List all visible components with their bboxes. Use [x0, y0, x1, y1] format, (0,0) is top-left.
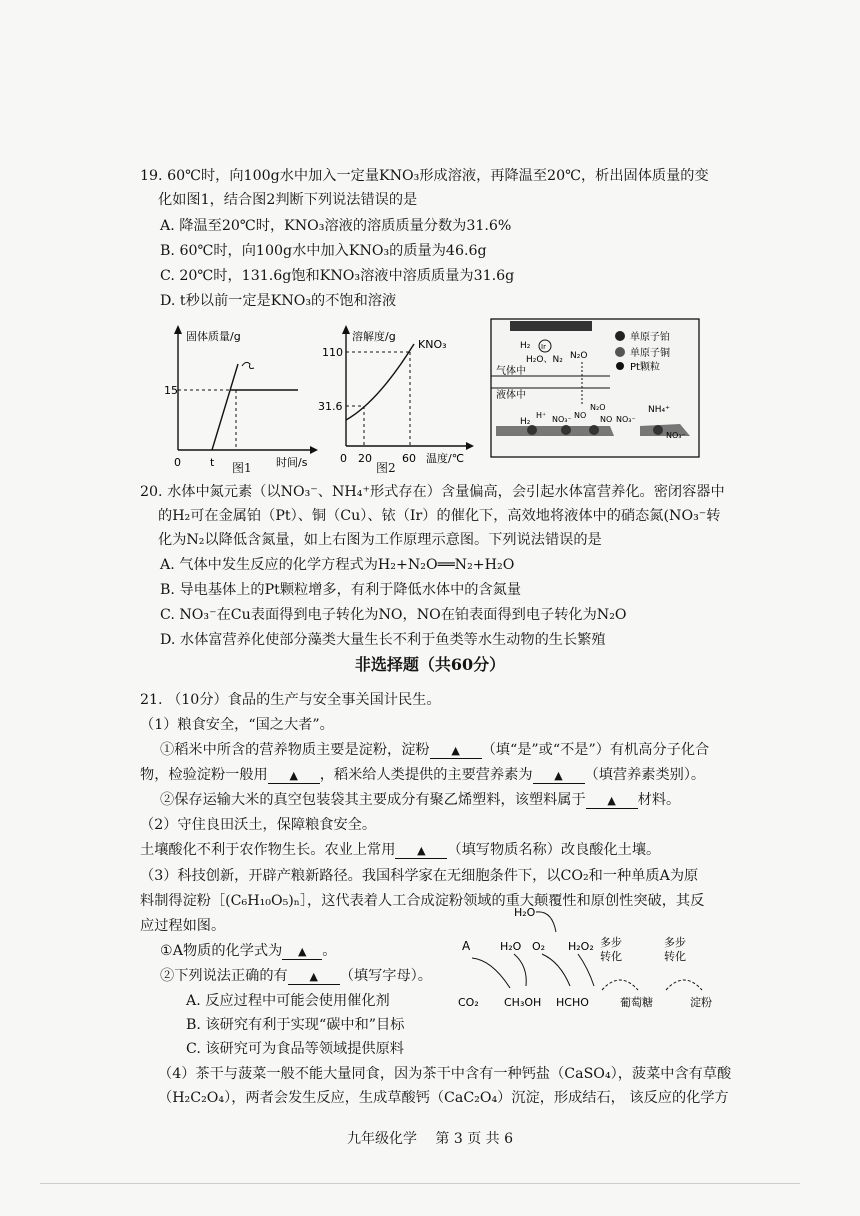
- q21-text: （填写字母）。: [339, 968, 432, 984]
- fig3-liquid-label: 液体中: [496, 390, 526, 401]
- flow-h2o-top: H₂O: [514, 906, 536, 919]
- starch-synthesis-flow-diagram: [452, 898, 732, 1016]
- q21-part3-line3: 应过程如图。: [140, 918, 226, 934]
- q21-text: （填营养素类别）。: [584, 767, 706, 783]
- q19-option-b: B. 60℃时，向100g水中加入KNO₃的质量为46.6g: [160, 243, 487, 259]
- answer-blank[interactable]: ▲: [430, 744, 482, 759]
- fig3-h2-top: H₂: [520, 341, 531, 351]
- q21-part1b: [160, 790, 680, 810]
- q21-part1: （1）粮食安全，“国之大者”。: [140, 717, 334, 733]
- q20-option-b: B. 导电基体上的Pt颗粒增多，有利于降低水体中的含氮量: [160, 582, 522, 598]
- fig3-n2o-b: N₂O: [590, 403, 606, 412]
- q21-text: ，稻米给人类提供的主要营养素为: [319, 767, 533, 783]
- q21-text: 土壤酸化不利于农作物生长。农业上常用: [140, 842, 396, 858]
- flow-hcho: HCHO: [556, 996, 589, 1009]
- fig3-no-b: NO: [600, 415, 613, 424]
- q19-option-a: A. 降温至20℃时，KNO₃溶液的溶质质量分数为31.6%: [160, 218, 512, 234]
- fig3-h2-bottom: H₂: [520, 417, 531, 427]
- fig3-legend-pt-single: 单原子铂: [630, 332, 670, 343]
- q21-text: ②保存运输大米的真空包装袋其主要成分有聚乙烯塑料，该塑料属于: [160, 792, 586, 808]
- answer-blank[interactable]: ▲: [533, 769, 585, 784]
- q21-text: ②下列说法正确的有: [160, 968, 288, 984]
- fig2-x-axis-label: 温度/℃: [426, 452, 465, 465]
- fig2-x-tick-60: 60: [402, 452, 416, 465]
- flow-co2: CO₂: [458, 996, 479, 1009]
- fig1-origin: 0: [174, 456, 181, 469]
- flow-glucose: 葡萄糖: [620, 996, 653, 1009]
- fig2-y-axis-label: 溶解度/g: [352, 330, 396, 343]
- flow-starch: 淀粉: [690, 996, 712, 1009]
- fig3-n2o-top: N₂O: [570, 351, 588, 361]
- section-title: 非选择题（共60分）: [354, 655, 506, 674]
- fig3-legend-pt-particle: Pt颗粒: [630, 362, 660, 373]
- q19-stem-line1: 19. 60℃时，向100g水中加入一定量KNO₃形成溶液，再降温至20℃，析出固体质量的变: [140, 168, 709, 184]
- fig2-x-tick-0: 0: [340, 452, 347, 465]
- fig1-y-tick: 15: [164, 384, 178, 397]
- fig2-y-tick-31-6: 31.6: [318, 400, 343, 413]
- q21-part3-line1: （3）科技创新，开辟产粮新路径。我国科学家在无细胞条件下，以CO₂和一种单质A为原: [140, 868, 699, 884]
- fig3-nh4: NH₄⁺: [648, 405, 670, 415]
- answer-blank[interactable]: ▲: [268, 769, 320, 784]
- q20-option-c: C. NO₃⁻在Cu表面得到电子转化为NO，NO在铂表面得到电子转化为N₂O: [160, 607, 627, 623]
- q21-text: （填写物质名称）改良酸化土壤。: [447, 842, 661, 858]
- q20-option-d: D. 水体富营养化使部分藻类大量生长不利于鱼类等水生动物的生长繁殖: [160, 632, 606, 648]
- q21-part3a: [160, 941, 336, 961]
- figure-3-catalysis-schematic: [490, 318, 700, 458]
- flow-step2: 多步: [664, 936, 686, 949]
- fig3-legend-cu-single: 单原子铜: [630, 348, 670, 359]
- q21-text: ①A物质的化学式为: [160, 943, 283, 959]
- q21-text: （填“是”或“不是”）有机高分子化合: [481, 742, 710, 758]
- fig3-no3-c: NO₃⁻: [666, 431, 686, 440]
- answer-blank[interactable]: ▲: [586, 794, 638, 809]
- fig2-x-tick-20: 20: [358, 452, 372, 465]
- q21-part1a-line1: [160, 740, 709, 760]
- fig1-x-axis-label: 时间/s: [276, 456, 308, 469]
- answer-blank[interactable]: ▲: [395, 844, 447, 859]
- fig3-no: NO: [574, 411, 587, 420]
- q21-part2: （2）守住良田沃土，保障粮食安全。: [140, 817, 377, 833]
- fig3-gas-label: 气体中: [496, 366, 526, 377]
- flow-step1: 多步: [600, 936, 622, 949]
- q19-option-c: C. 20℃时，131.6g饱和KNO₃溶液中溶质质量为31.6g: [160, 268, 515, 284]
- q21-text: 物，检验淀粉一般用: [140, 767, 268, 783]
- fig2-caption: 图2: [376, 461, 396, 475]
- page-bottom-divider: [40, 1183, 800, 1184]
- q21-part3-option-a: A. 反应过程中可能会使用催化剂: [186, 993, 390, 1009]
- q21-text: 。: [322, 943, 337, 959]
- fig2-y-tick-110: 110: [322, 346, 343, 359]
- flow-step2b: 转化: [664, 950, 686, 963]
- q20-stem-line2: 的H₂可在金属铂（Pt）、铜（Cu）、铱（Ir）的催化下，高效地将液体中的硝态氮(NO₃⁻转: [158, 508, 721, 524]
- flow-o2: O₂: [532, 940, 546, 953]
- figure-1-solid-mass-graph: [160, 322, 320, 477]
- fig3-no3-a: NO₃⁻: [552, 415, 572, 424]
- q21-part4-line1: （4）茶干与菠菜一般不能大量同食，因为茶干中含有一种钙盐（CaSO₄），菠菜中含有草酸: [158, 1066, 732, 1082]
- q21-part2a: [140, 840, 660, 860]
- fig3-h-plus: H⁺: [536, 411, 547, 420]
- fig3-h2o-n2: H₂O、N₂: [526, 355, 563, 365]
- q20-stem-line1: 20. 水体中氮元素（以NO₃⁻、NH₄⁺形式存在）含量偏高，会引起水体富营养化。密闭容器中: [140, 484, 725, 500]
- flow-a: A: [462, 939, 471, 953]
- answer-blank[interactable]: ▲: [288, 970, 340, 985]
- flow-h2o: H₂O: [500, 940, 522, 953]
- flow-h2o2: H₂O₂: [568, 940, 594, 953]
- flow-ch3oh: CH₃OH: [504, 996, 542, 1009]
- q20-stem-line3: 化为N₂以降低含氮量，如上右图为工作原理示意图。下列说法错误的是: [158, 532, 602, 548]
- fig3-no3-b: NO₃⁻: [616, 415, 636, 424]
- fig2-series-label: KNO₃: [418, 338, 447, 351]
- fig1-caption: 图1: [232, 461, 252, 475]
- figure-2-solubility-graph: [318, 322, 480, 477]
- q21-text: ①稻米中所含的营养物质主要是淀粉，淀粉: [160, 742, 430, 758]
- answer-blank[interactable]: ▲: [282, 945, 322, 960]
- q21-text: 材料。: [637, 792, 681, 808]
- flow-step1b: 转化: [600, 950, 622, 963]
- q19-stem-line2: 化如图1，结合图2判断下列说法错误的是: [158, 192, 418, 208]
- q20-option-a: A. 气体中发生反应的化学方程式为H₂+N₂O══N₂+H₂O: [160, 557, 515, 573]
- q21-part1a-line2: [140, 765, 705, 785]
- q21-part4-line2: （H₂C₂O₄），两者会发生反应，生成草酸钙（CaC₂O₄）沉淀，形成结石， 该反应的化学方: [158, 1090, 729, 1106]
- q21-part3b: [160, 966, 432, 986]
- q19-option-d: D. t秒以前一定是KNO₃的不饱和溶液: [160, 293, 397, 309]
- fig3-ir-label: Ir: [541, 343, 546, 351]
- q21-part3-line2: 料制得淀粉［(C₆H₁₀O₅)ₙ］，这代表着人工合成淀粉领域的重大颠覆性和原创性突破，其反: [140, 893, 705, 909]
- q21-part3-option-b: B. 该研究有利于实现“碳中和”目标: [186, 1017, 405, 1033]
- q21-part3-option-c: C. 该研究可为食品等领域提供原料: [186, 1041, 404, 1057]
- fig1-x-tick: t: [210, 456, 215, 469]
- q21-intro: 21. （10分）食品的生产与安全事关国计民生。: [140, 692, 441, 708]
- fig1-y-axis-label: 固体质量/g: [186, 330, 241, 343]
- page-footer: 九年级化学 第 3 页 共 6: [346, 1131, 514, 1147]
